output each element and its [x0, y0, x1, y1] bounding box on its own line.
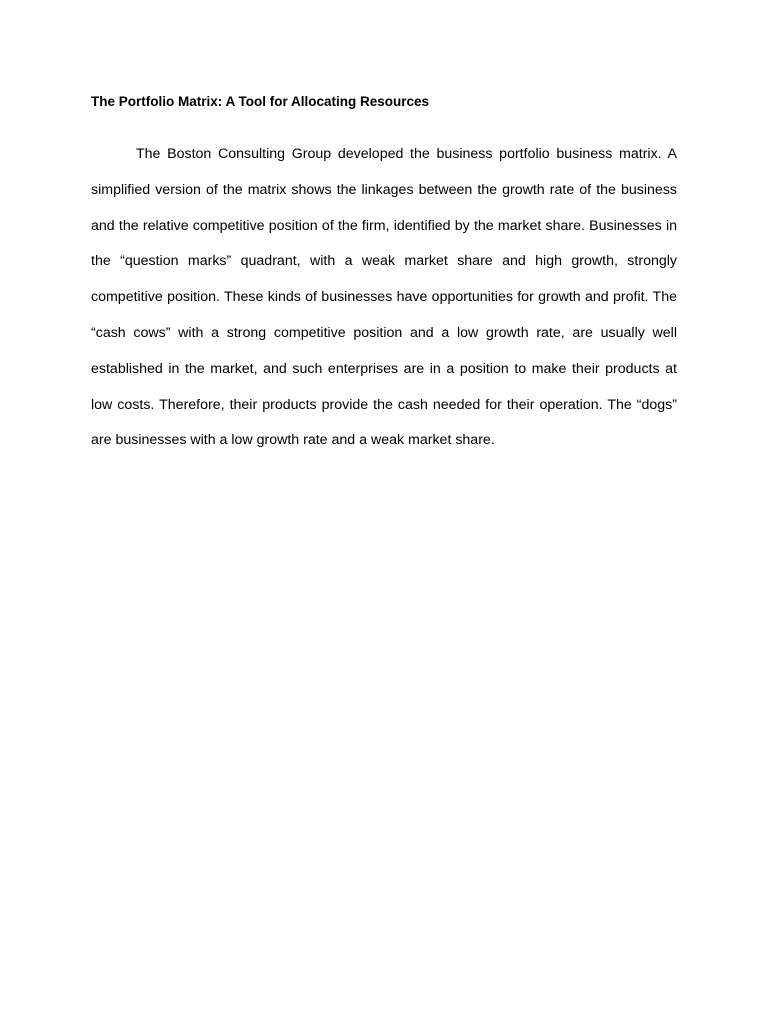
document-title: The Portfolio Matrix: A Tool for Allocating Resources — [91, 94, 430, 109]
body-paragraph: The Boston Consulting Group developed the business portfolio business matrix. A simplified version of the matrix shows the linkages between the growth rate of the business and the relative competitive position of the firm, identified by the market share. Businesses in the “question marks” quadrant, with a weak market share and high growth, strongly competitive position. These kinds of businesses have opportunities for growth and profit. The “cash cows” with a strong competitive position and a low growth rate, are usually well established in the market, and such enterprises are in a position to make their products at low costs. Therefore, their products provide the cash needed for their operation. The “dogs” are businesses with a low growth rate and a weak market share. — [91, 146, 677, 449]
